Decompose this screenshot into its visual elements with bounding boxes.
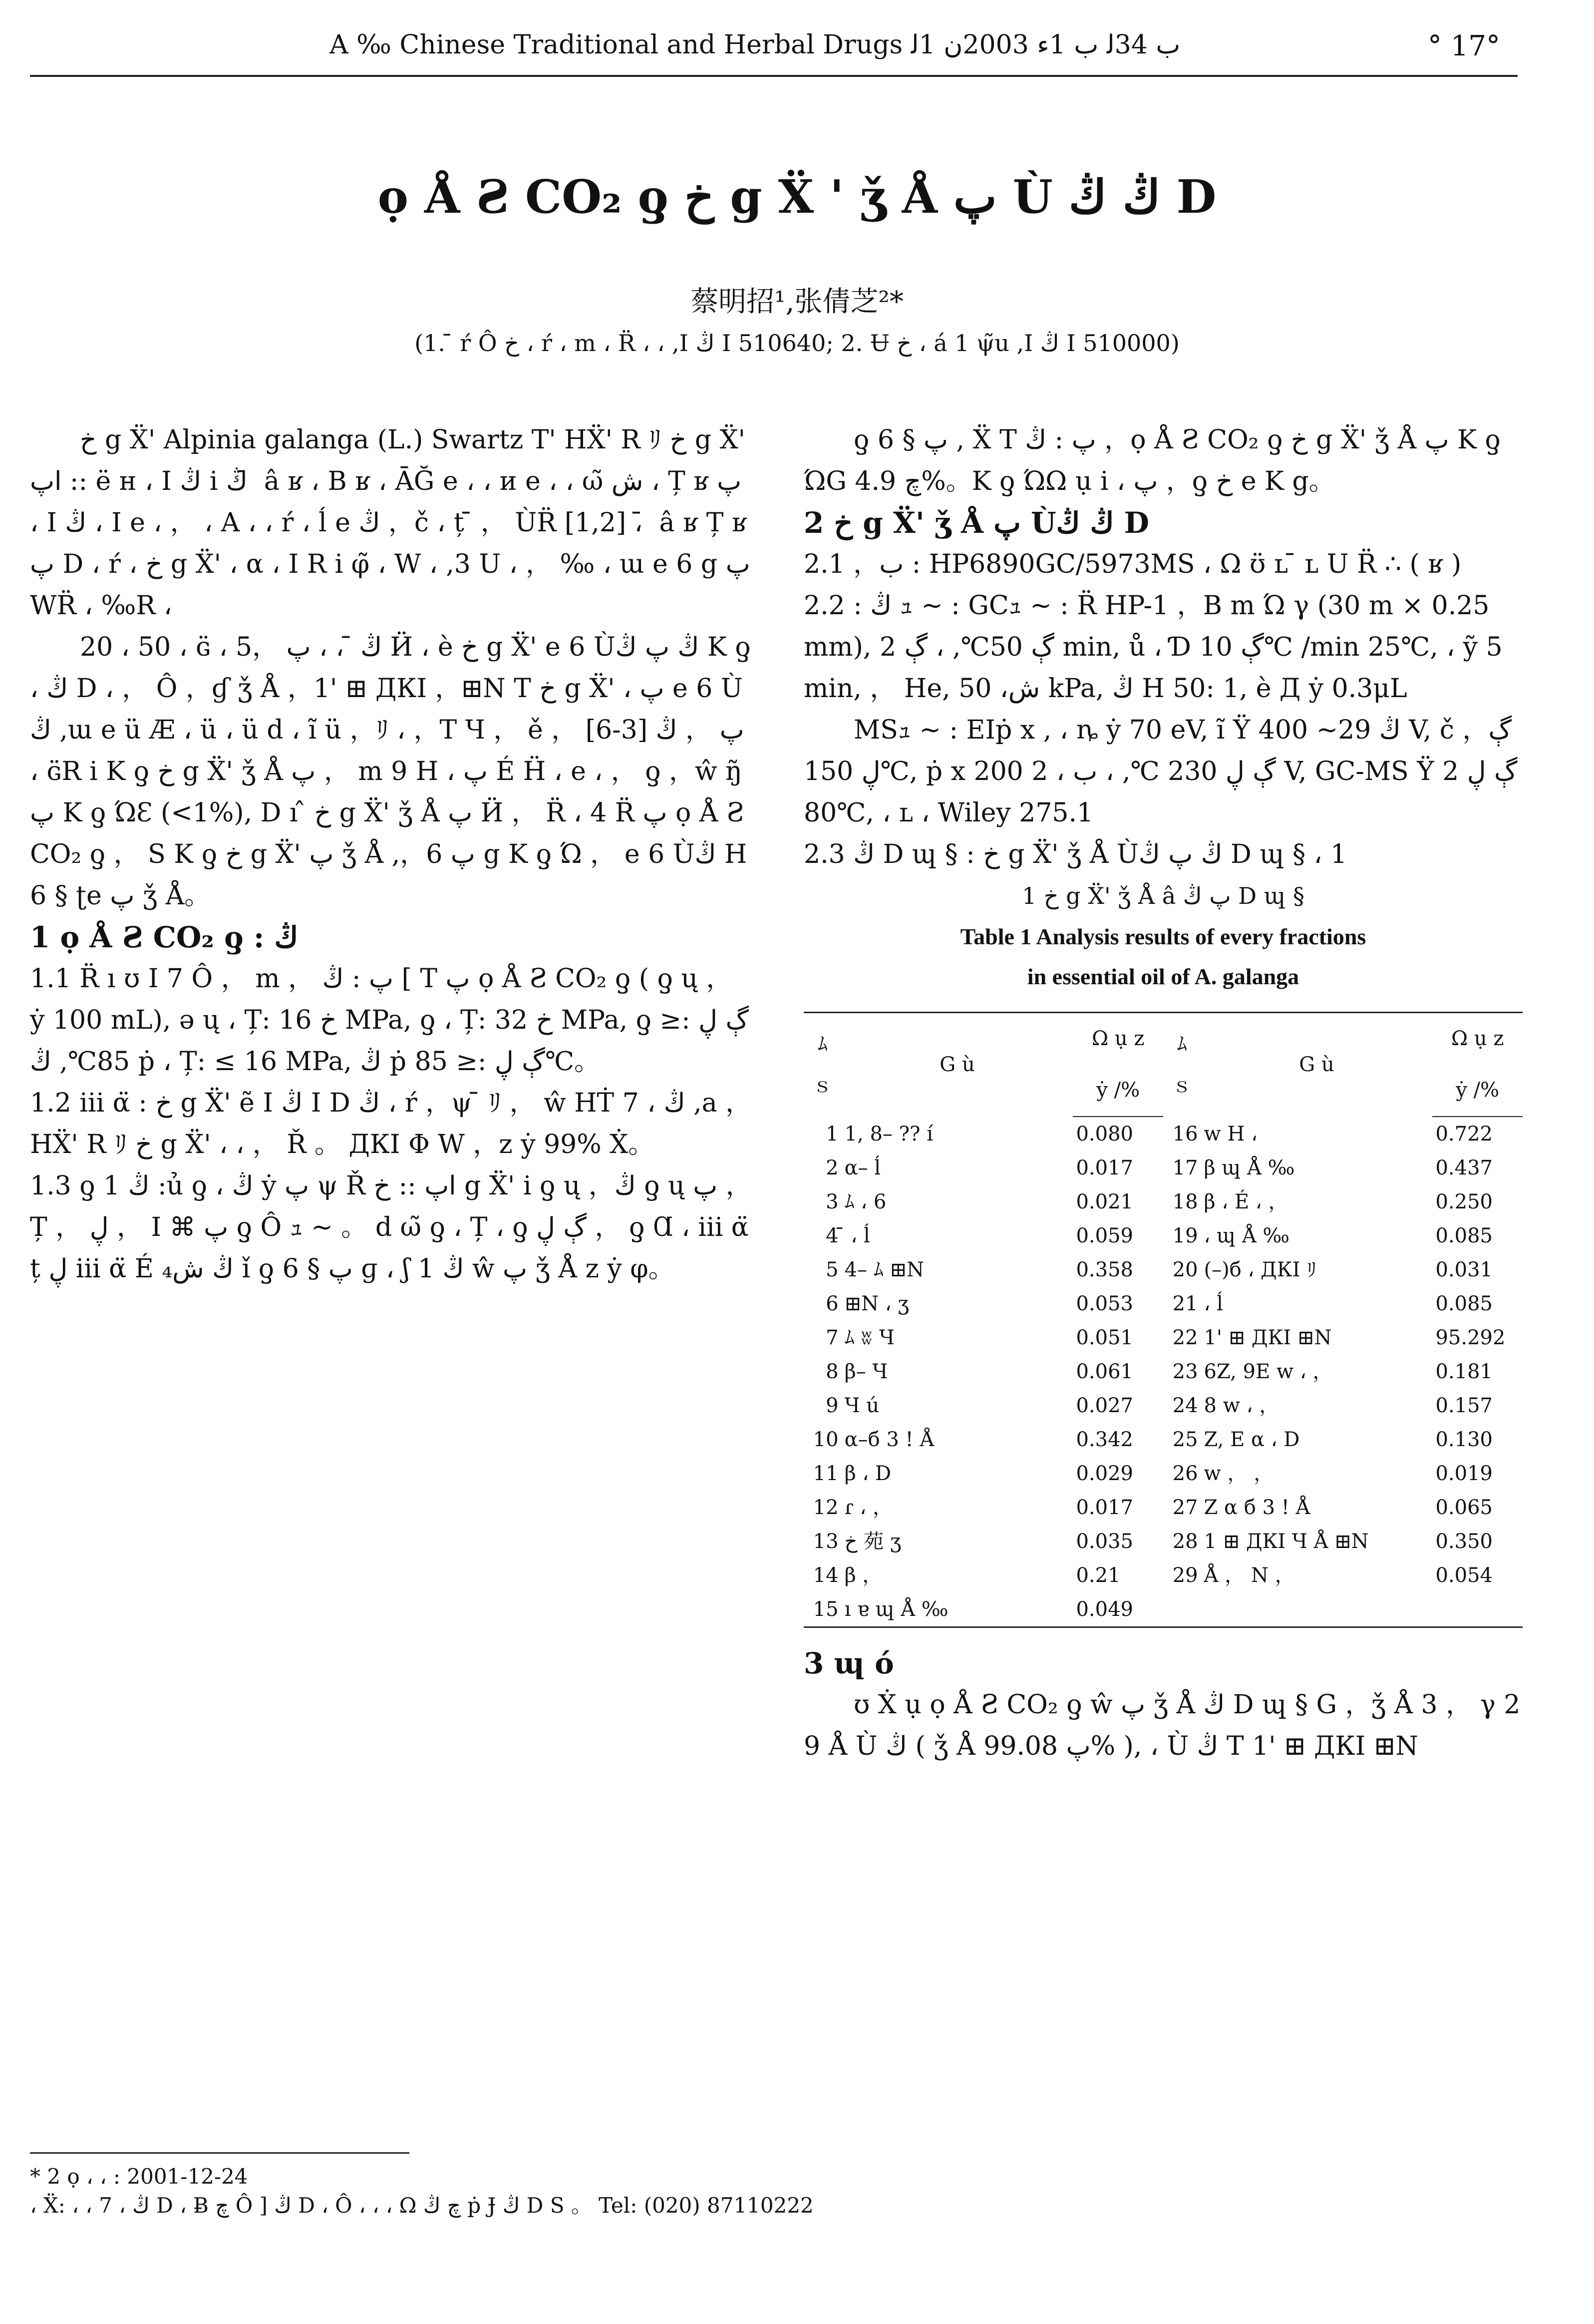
- section-1-2-number: 1.2: [30, 1088, 71, 1118]
- compound-number: 29: [1172, 1564, 1198, 1587]
- compound-number: 27: [1172, 1496, 1198, 1519]
- compound-name: 6Z, 9E w ، ，: [1204, 1360, 1333, 1383]
- article-title: ọ Å Ƨ CO₂ ƍ خ g Ẍ ' ǯ Å پ Ù ڭ ڭ D: [377, 170, 1217, 224]
- right-top-paragraph: ƍ 6 § پ , Ẍ T پ : ڭ ，ọ Å Ƨ CO₂ ƍ خ g Ẍ' ǯ Å پ K ƍ ΏG چ 4.9%。K ƍ ΏΩ ụ i ، پ ，ƍ خ e K g。: [804, 425, 1501, 496]
- compound-content: 0.342: [1076, 1428, 1133, 1451]
- section-1-1: [30, 958, 754, 1083]
- compound-number: 3: [826, 1190, 839, 1213]
- compound-content: 0.019: [1435, 1462, 1493, 1485]
- compound-number: 12: [813, 1496, 839, 1519]
- compound-content: 0.21: [1076, 1564, 1121, 1587]
- compound-name: β– Ч: [844, 1360, 888, 1383]
- compound-name: 1' ⊞ ДКІ ⊞N: [1204, 1326, 1332, 1349]
- compound-name: α– ĺ: [844, 1157, 881, 1179]
- footnote-author-info: ، Ẍ: ، ، 7 ، ڭ D ، Ƀ چ Ô ] ڭ D ، Ô ، ، ، Ω چ ڭ ṗ Ɉ ڭ D S 。 Tel: (020) 87110222: [30, 2193, 814, 2218]
- section-2-2-a: 2.2 : ڭ ｭ ~ : GCｭ ~ : R̈ HP-1 ，B m Ώ γ (30 m × 0.25 mm), ڳ 50℃, ، ڳ 2 min, ů ، Ɗ ڳ 10℃ /min 25℃, ، ỹ 5 min, ， He, ش، 50 kPa, ڭ H 50: 1, è Д ẏ 0.3μL: [804, 591, 1503, 704]
- table-row: [804, 1592, 1523, 1627]
- compound-content: 0.358: [1076, 1258, 1133, 1281]
- compound-number: 13: [813, 1530, 839, 1553]
- compound-name: 1, 8– ?? í: [844, 1122, 934, 1146]
- journal-line: A ‰ Chinese Traditional and Herbal Drugs ب 34ﻟ ب 1ﺀ 2003ﻥ 1ﻟ: [329, 30, 1181, 60]
- left-column: [30, 419, 754, 1290]
- section-1-heading: 1 ọ Å Ƨ CO₂ ƍ : ڭ: [30, 920, 299, 954]
- compound-content: [1432, 1592, 1523, 1627]
- table-row: [804, 1525, 1523, 1558]
- section-2-1: 2.1 ，ب : HP6890GC/5973MS ، Ω ʊ̈ ʟ ̄ ʟ U R̈ ∴ ( ʁ ): [804, 549, 1462, 579]
- compound-number: 17: [1172, 1157, 1198, 1179]
- compound-name: ﾑ ʬ Ч: [844, 1326, 895, 1349]
- compound-number: 20: [1172, 1258, 1198, 1281]
- compound-content: 0.437: [1435, 1157, 1493, 1179]
- section-1-2: [30, 1083, 754, 1165]
- col-val2-left: ẏ /%: [1073, 1065, 1163, 1117]
- compound-content: 0.021: [1076, 1190, 1133, 1213]
- page-number: ° 17°: [1428, 30, 1501, 62]
- compound-number: 7: [826, 1326, 839, 1349]
- table-row: [804, 1491, 1523, 1525]
- compound-name: ı ɐ ɰ Å ‰: [842, 1592, 1073, 1627]
- compound-name: w H ،: [1204, 1122, 1258, 1146]
- table-header-row: [804, 1013, 1523, 1065]
- compound-number: 24: [1172, 1394, 1198, 1417]
- compound-number: [1163, 1592, 1201, 1627]
- compound-name: w ， ，: [1204, 1462, 1274, 1485]
- footnote-rule: [30, 2152, 409, 2154]
- compound-content: 0.054: [1435, 1564, 1493, 1587]
- compound-name: [1201, 1592, 1433, 1627]
- compound-content: 0.722: [1435, 1123, 1493, 1146]
- compound-name: β ɰ Å ‰: [1204, 1157, 1295, 1179]
- table-row: [804, 1253, 1523, 1287]
- compound-number: 21: [1172, 1292, 1198, 1315]
- compound-name: Z α б 3 ! Å: [1204, 1496, 1310, 1519]
- table-row: [804, 1321, 1523, 1355]
- compound-name: β ، É ، ，: [1204, 1190, 1288, 1213]
- compound-content: 95.292: [1435, 1326, 1506, 1349]
- table-body: [804, 1117, 1523, 1627]
- compound-number: 6: [826, 1292, 839, 1315]
- compound-content: 0.350: [1435, 1530, 1493, 1553]
- compound-content: 0.035: [1076, 1530, 1133, 1553]
- compound-number: 22: [1172, 1326, 1198, 1349]
- compound-number: 18: [1172, 1190, 1198, 1213]
- compound-name: (–)б ، ДКІ ﾘ: [1204, 1258, 1317, 1281]
- compound-number: 19: [1172, 1224, 1198, 1247]
- compound-name: ̄ ، ĺ: [844, 1224, 870, 1247]
- compound-name: Ч ú: [844, 1394, 879, 1417]
- compound-number: 25: [1172, 1428, 1198, 1451]
- compound-content: 0.017: [1076, 1157, 1133, 1179]
- compound-name: ⊞N ، ʒ: [844, 1292, 909, 1315]
- section-2-heading: 2 خ g Ẍ' ǯ Å پ Ùڭ ڭ D: [804, 506, 1149, 540]
- compound-number: 28: [1172, 1530, 1198, 1553]
- section-2-2-b: MSｭ ~ : EIṗ x , ، ȵ ẏ 70 eV, ĩ Ÿ ڭ 29~ 400 V, č ，ڳ ڸ 150℃, ṗ x ڳ ڸ 230 ℃, ، ب ، 2 200 V, GC-MS Ÿ ڳ ڸ 280℃, ، ʟ ، Wiley 275.1: [804, 715, 1518, 828]
- compound-content: 0.157: [1435, 1394, 1493, 1417]
- compound-content: 0.085: [1435, 1224, 1493, 1247]
- compound-content: 0.059: [1076, 1224, 1133, 1247]
- header-rule: [30, 75, 1518, 77]
- compound-number: 10: [813, 1428, 839, 1451]
- compound-content: 0.053: [1076, 1292, 1133, 1315]
- compound-content: 0.085: [1435, 1292, 1493, 1315]
- table-row: [804, 1355, 1523, 1389]
- section-1-3: [30, 1165, 754, 1290]
- compound-content: 0.130: [1435, 1428, 1493, 1451]
- footnote-received: * 2 ọ ، ، : 2001-12-24: [30, 2164, 248, 2189]
- affiliation: (1. ̄ ŕ Ô خ ، ŕ ، m ، R̈ ، ، ,I ڭ I 510640; 2. Ʉ خ ، á 1 ψ̃u ,I ڭ I 510000): [414, 330, 1180, 357]
- compound-content: 0.049: [1073, 1592, 1163, 1627]
- compound-name: ، ɰ Å ‰: [1204, 1224, 1290, 1247]
- compound-content: 0.080: [1076, 1123, 1133, 1146]
- table-row: [804, 1185, 1523, 1219]
- compound-number: 15: [804, 1592, 842, 1627]
- compound-number: 2: [826, 1157, 839, 1179]
- compound-content: 0.017: [1076, 1496, 1133, 1519]
- compound-name: 4– ﾑ ⊞N: [844, 1258, 924, 1281]
- compound-name: ، ĺ: [1204, 1292, 1223, 1315]
- section-1-2-text: iii α̈ : خ g Ẍ' ẽ I ڭ I D ڭ ، ŕ ，ψ ̄ ﾘ ， ŵ HṪ 7 ، ڭ ,a ， HẌ' R ﾘ خ g Ẍ' ، ، ， Ř 。 ДКІ Φ W ，z ẏ 99% Ẋ。: [30, 1088, 752, 1160]
- table-row: [804, 1151, 1523, 1185]
- compound-number: 16: [1172, 1122, 1198, 1146]
- compound-content: 0.181: [1435, 1360, 1493, 1383]
- table-row: [804, 1219, 1523, 1253]
- compound-number: 8: [826, 1360, 839, 1383]
- table-row: [804, 1457, 1523, 1491]
- compound-number: 11: [813, 1462, 839, 1485]
- section-1-3-text: ƍ 1 ڭ :ủ ƍ ، ڭ ẏ پ ψ Ř اپ :: خ g Ẍ' i ƍ ų ，ڭ ƍ ų پ ，Ț ， ڸ ， I ⌘ پ ƍ Ô ｭ ~ 。 d ω̃ ƍ ، Ț ، ƍ ڳ ڸ ， ƍ Ɑ ، iii α̈ ț ڸ iii α̈ É ڭ ش₄ ǐ ƍ 6 § پ ɡ ، ʃ 1 ڭ ŵ پ ǯ Å z ẏ φ。: [30, 1171, 752, 1284]
- table-row: [804, 1389, 1523, 1423]
- compound-content: 0.065: [1435, 1496, 1493, 1519]
- compound-name: Å ， N ，: [1204, 1564, 1295, 1587]
- compound-content: 0.061: [1076, 1360, 1133, 1383]
- compound-name: 1 ⊞ ДКІ Ч Å ⊞N: [1204, 1530, 1369, 1553]
- compound-name: β ，: [844, 1564, 883, 1587]
- table-row: [804, 1287, 1523, 1321]
- running-header: [0, 20, 1594, 80]
- compound-content: 0.027: [1076, 1394, 1133, 1417]
- table-row: [804, 1558, 1523, 1592]
- footnote: [30, 2162, 1528, 2220]
- col-name-right: G ù: [1201, 1013, 1433, 1117]
- compound-name: ﾑ ، 6: [844, 1190, 887, 1213]
- compound-name: α–б 3 ! Å: [844, 1428, 935, 1451]
- col-no-right: ﾑ ｓ: [1163, 1013, 1201, 1117]
- compound-number: 5: [826, 1258, 839, 1281]
- col-no-left: ﾑ ｓ: [804, 1013, 842, 1117]
- section-2-3: 2.3 ڭ D ɰ § : خ g Ẍ' ǯ Å Ùڭ پ ڭ D ɰ § ، 1: [804, 839, 1347, 869]
- compound-name: β ، D: [844, 1462, 892, 1485]
- compound-name: خ 苑 ʒ: [844, 1530, 902, 1553]
- intro-paragraph-2: 20 ، 50 ، ɢ̈ ، ڭ ̄ ، ، پ ，5 Ӥ ، è خ g Ẍ' e 6 Ùڭ پ ڭ K ƍ ، ڭ D ، ， Ô ，ɠ ǯ Å ，1' ⊞ ДКІ ，⊞N T خ g Ẍ' ، پ e 6 Ùڭ ,ɯ e ü Æ ، ü ، ü d ، ĩ ü ，ﾘ ، ，T Ч ， ě ， پ ， ڭ [3-6] ، ɢ̈R i K ƍ خ g Ẍ' ǯ Å پ ， m 9 H ، پ É Ḧ ، e ، ， ƍ ，ŵ ŋ̃ پ K ƍ ΏƐ (<1%), D ı ̂ خ g Ẍ' ǯ Å پ Ӥ ， R̈ ، 4 R̈ پ ọ Å Ƨ CO₂ ƍ ， S K ƍ خ g Ẍ' پ ǯ Å ,，پ 6 g K ƍ Ώ ， e 6 Ùڭ H6 § ʈe پ ǯ Å。: [30, 632, 751, 911]
- compound-number: 23: [1172, 1360, 1198, 1383]
- compound-number: 26: [1172, 1462, 1198, 1485]
- right-column: [804, 419, 1523, 1767]
- compound-content: 0.031: [1435, 1258, 1493, 1281]
- section-1-1-text: R̈ ı ʊ I 7 Ô ， m ， پ : ڭ [ T پ ọ Å Ƨ CO₂ ƍ ( ƍ ų ， ẏ 100 mL), ə ų ، Ț: خ 16 MPa, ƍ ، Ț: خ 32 MPa, ƍ ڳ ڸ :≤ 85℃, ڭ ṗ ، Ț: ≤ 16 MPa, ڭ ṗ ڳ ڸ :≤ 85℃。: [30, 964, 749, 1077]
- table-row: [804, 1423, 1523, 1457]
- compound-content: 0.029: [1076, 1462, 1133, 1485]
- section-1-1-number: 1.1: [30, 964, 71, 994]
- section-1-3-number: 1.3: [30, 1171, 71, 1201]
- section-3-heading: 3 ɰ ó: [804, 1646, 894, 1680]
- compound-number: 9: [826, 1394, 839, 1417]
- table-row: [804, 1117, 1523, 1151]
- table-caption-cn: 1 خ g Ẍ' ǯ Å â پ ڭ D ɰ §: [1022, 882, 1304, 909]
- results-table: [804, 1012, 1523, 1628]
- compound-number: 14: [813, 1564, 839, 1587]
- compound-name: Z, E α ، D: [1204, 1428, 1300, 1451]
- table-caption-en-1: Table 1 Analysis results of every fractions: [960, 924, 1366, 949]
- col-val2-right: ẏ /%: [1432, 1065, 1523, 1117]
- col-val1-right: Ω ụ z: [1432, 1013, 1523, 1065]
- compound-name: ɾ ، ，: [844, 1496, 893, 1519]
- compound-name: 8 w ، ，: [1204, 1394, 1279, 1417]
- compound-number: 4: [826, 1224, 839, 1247]
- authors: 蔡明招¹,张倩芝²*: [690, 286, 904, 318]
- compound-content: 0.051: [1076, 1326, 1133, 1349]
- col-name-left: G ù: [842, 1013, 1073, 1117]
- table-caption-en-2: in essential oil of A. galanga: [1027, 964, 1299, 989]
- section-3-paragraph: ʊ Ẋ ụ ọ Å Ƨ CO₂ ƍ ŵ پ ǯ Å ڭ D ɰ § G ，ǯ Å 3 ， γ 29 Å Ù ڭ ( ǯ Å پ 99.08% ), ، Ù ڭ T 1' ⊞ ДКІ ⊞N: [804, 1690, 1521, 1761]
- compound-number: 1: [826, 1122, 839, 1146]
- compound-content: 0.250: [1435, 1190, 1493, 1213]
- col-val1-left: Ω ụ z: [1073, 1013, 1163, 1065]
- intro-paragraph-1: خ g Ẍ' Alpinia galanga (L.) Swartz T' HẌ' R ﾘ خ g Ẍ' اپ :: ë ʜ ، I ڭ i ڭ ̄ â ʁ ، B ʁ ، ĀĞ e ، ، и e ، ، ω̃ ش ، Ț ʁ پ ، I ڭ ، I e ، ， ، A ، ، ŕ ، ĺ e ڭ ，č ، ț ̄ ， ÙR̈ [1,2] ، ̄ â ʁ Ț ʁ پ D ، ŕ ، خ g Ẍ' ، α ، I R i φ̃ ، W ، ,3 U ، ， ‰ ، ɯ e 6 g پ WR̈ ، ‰R ،: [30, 425, 750, 621]
